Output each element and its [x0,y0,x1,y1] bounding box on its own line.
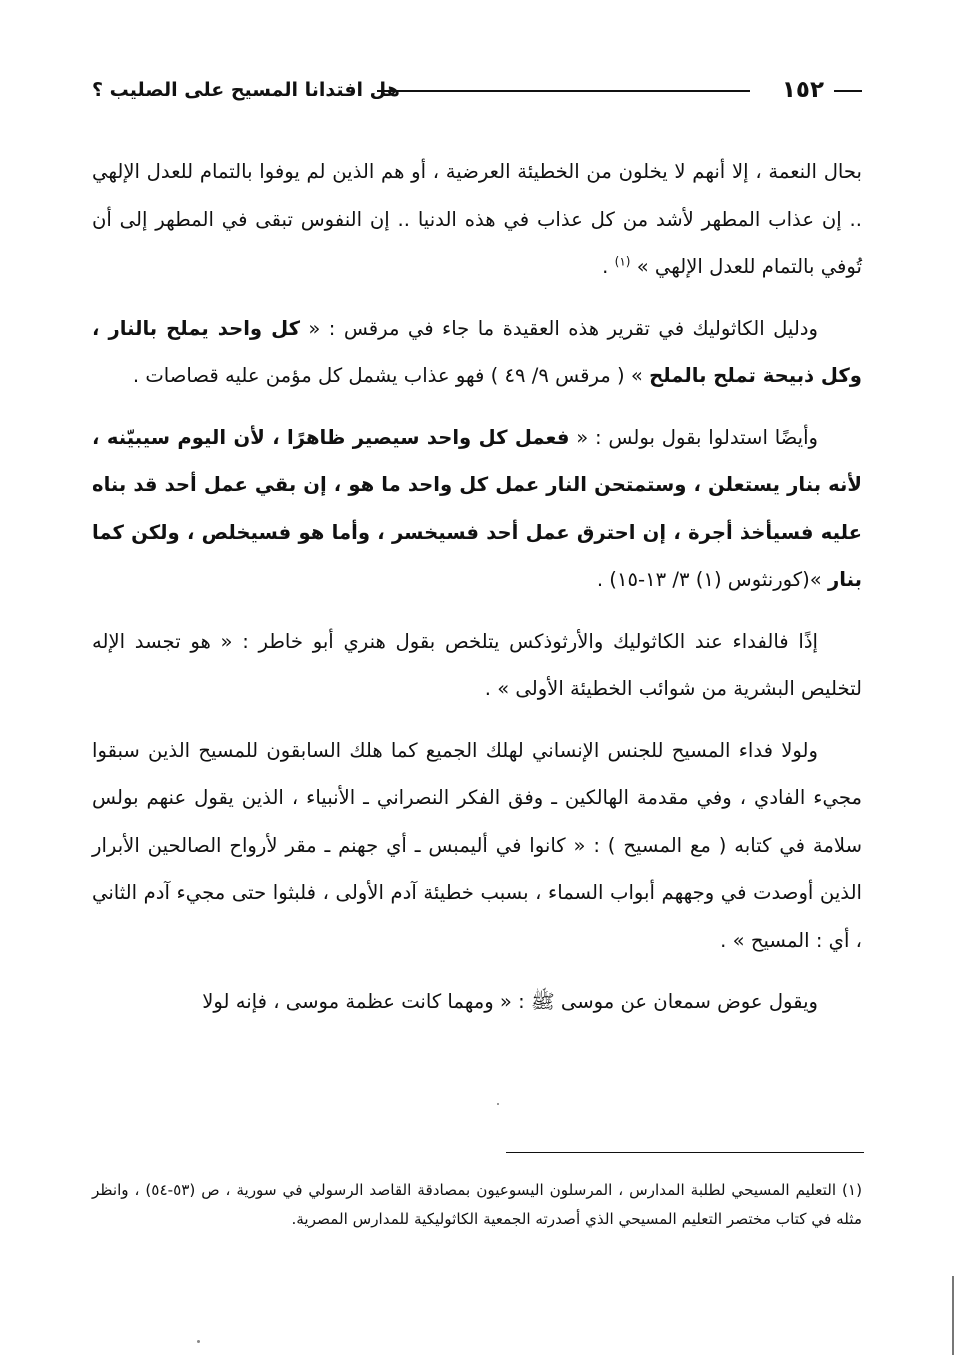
paragraph [92,978,862,1026]
text-run: بحال النعمة ، إلا أنهم لا يخلون من الخطيئة العرضية ، أو هم الذين لم يوفوا بالتمام للعدل الإلهي .. إن عذاب المطهر لأشد من كل عذاب في هذه الدنيا .. إن النفوس تبقى في المطهر إلى أن تُوفي بالتمام للعدل الإلهي » [92,160,862,278]
header-rule-middle [377,90,750,92]
footnote-separator [506,1152,864,1153]
scan-edge-mark [952,1276,954,1355]
paragraph [92,305,862,400]
running-header [92,74,862,110]
text-run: ويقول عوض سمعان عن موسى ﷺ : « ومهما كانت عظمة موسى ، فإنه لولا [202,990,818,1013]
paragraph [92,727,862,965]
paragraph [92,414,862,604]
header-rule-right [834,90,862,92]
text-run: وأيضًا استدلوا بقول بولس : « [569,425,819,449]
text-run: . [602,255,615,278]
footnote-reference[interactable]: (١) [614,254,631,269]
page-number: ١٥٢ [781,77,824,103]
paragraph [92,148,862,291]
text-run: إذًا فالفداء عند الكاثوليك والأرثوذكس يتلخص بقول هنري أبو خاطر : « هو تجسد الإله لتخليص البشرية من شوائب الخطيئة الأولى » . [92,629,862,700]
paragraph [92,618,862,713]
text-run: » ( مرقس ٩/ ٤٩ ) فهو عذاب يشمل كل مؤمن عليه قصاصات . [132,364,650,387]
book-title: هل افتدانا المسيح على الصليب ؟ [92,79,400,101]
quoted-scripture: كل واحد يملح بالنار ، وكل ذبيحة تملح بالملح [92,316,862,387]
scan-speck [197,1340,200,1343]
text-run: ودليل الكاثوليك في تقرير هذه العقيدة ما جاء في مرقس : « [300,316,818,340]
footnote: (١) التعليم المسيحي لطلبة المدارس ، المرسلون اليسوعيون بمصادقة القاصد الرسولي في سورية ، ص (٥٣-٥٤) ، وانظر مثله في كتاب مختصر التعليم المسيحي الذي أصدرته الجمعية الكاثوليكية للمدارس المصرية. [92,1181,862,1228]
text-run: »(كورنثوس (١) ٣/ ١٣-١٥) . [596,568,828,591]
text-run: ولولا فداء المسيح للجنس الإنساني لهلك الجميع كما هلك السابقون للمسيح الذين سبقوا مجيء الفادي ، وفي مقدمة الهالكين ـ وفق الفكر النصراني ـ الأنبياء ، الذين يقول عنهم بولس سلامة في كتابه ( مع المسيح ) : « كانوا في أليمبس ـ أي جهنم ـ مقر لأرواح الصالحين الأبرار الذين أوصدت في وجههم أبواب السماء ، بسبب خطيئة آدم الأولى ، فلبثوا حتى مجيء آدم الثاني ، أي : المسيح » . [92,738,862,952]
body-text [92,148,862,1040]
quoted-scripture: فعمل كل واحد سيصير ظاهرًا ، لأن اليوم سيبيّنه ، لأنه بنار يستعلن ، وستمتحن النار عمل كل واحد ما هو ، إن بقي عمل أحد قد بناه عليه فسيأخذ أجرة ، إن احترق عمل أحد فسيخسر ، وأما هو فسيخلص ، ولكن كما بنار [92,425,862,591]
scan-speck [497,1103,499,1105]
